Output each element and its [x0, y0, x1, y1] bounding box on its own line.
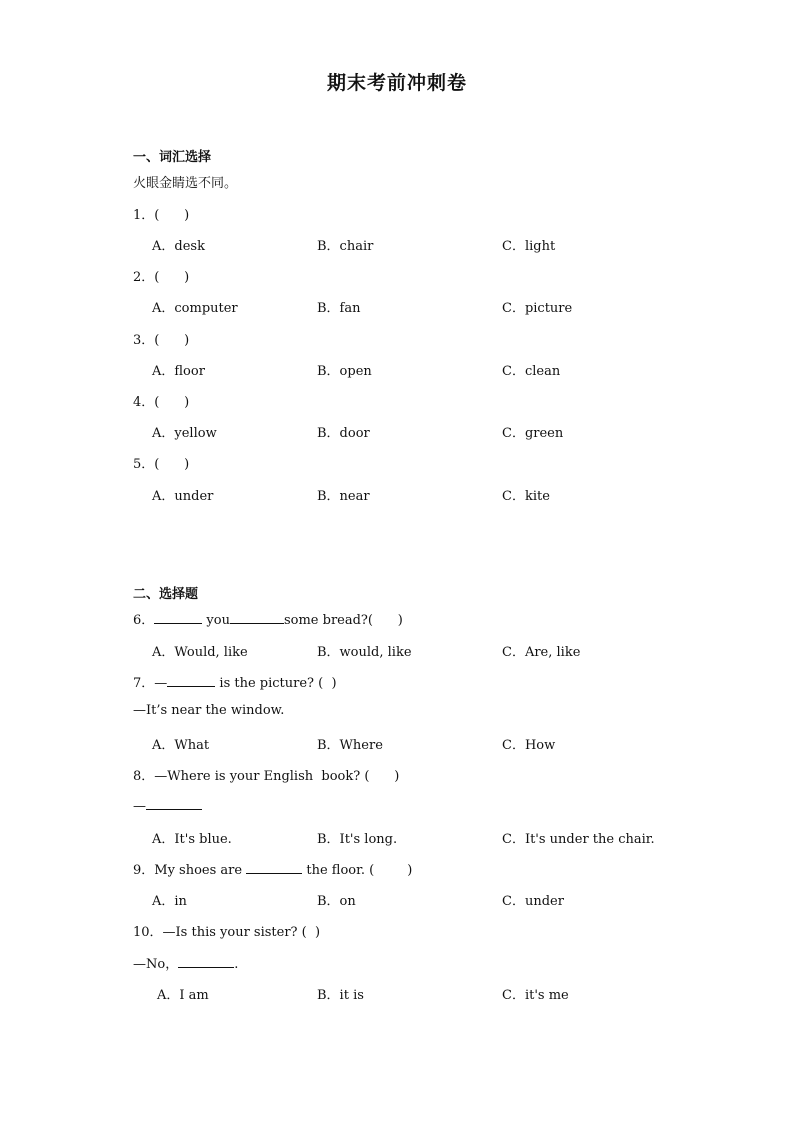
option-c[interactable]: C．clean: [502, 364, 561, 379]
question-text: —: [133, 799, 146, 814]
page-title: 期末考前冲刺卷: [326, 72, 467, 94]
option-a[interactable]: A．It's blue.: [152, 832, 232, 847]
section1-instruction: 火眼金睛选不同。: [133, 176, 238, 191]
question-text: some bread?( ): [283, 613, 403, 628]
section2-heading: 二、选择题: [133, 587, 199, 602]
question-number: 6．: [133, 613, 155, 628]
option-b[interactable]: B．on: [317, 894, 356, 909]
question-stem: 8．—Where is your English book? ( ): [133, 769, 400, 784]
option-c[interactable]: C．kite: [502, 489, 550, 504]
option-c[interactable]: C．Are, like: [502, 645, 581, 660]
option-b[interactable]: B．would, like: [317, 645, 412, 660]
option-a[interactable]: A．floor: [152, 364, 205, 379]
answer-blank[interactable]: [167, 673, 215, 687]
section1-heading: 一、词汇选择: [133, 150, 212, 165]
answer-blank[interactable]: [154, 610, 202, 624]
question-stem: [133, 859, 412, 878]
dialogue-reply: [133, 953, 238, 972]
option-c[interactable]: C．it's me: [502, 988, 569, 1003]
option-b[interactable]: B．near: [317, 489, 370, 504]
option-a[interactable]: A．What: [152, 738, 210, 753]
option-b[interactable]: B．open: [317, 364, 372, 379]
question-text: .: [234, 957, 239, 972]
question-stem: 3．( ): [133, 333, 190, 348]
question-text: you: [202, 613, 230, 628]
question-stem: 4．( ): [133, 395, 190, 410]
question-text: the floor. ( ): [302, 863, 413, 878]
option-b[interactable]: B．fan: [317, 301, 361, 316]
question-stem: [133, 672, 337, 691]
option-a[interactable]: A．I am: [157, 988, 209, 1003]
question-text: —No，: [133, 957, 179, 972]
option-c[interactable]: C．green: [502, 426, 564, 441]
option-c[interactable]: C．light: [502, 239, 556, 254]
answer-blank[interactable]: [230, 610, 284, 624]
dialogue-reply: [133, 796, 202, 814]
answer-blank[interactable]: [178, 954, 234, 968]
option-c[interactable]: C．It's under the chair.: [502, 832, 655, 847]
question-stem: 10．—Is this your sister? ( ): [133, 925, 321, 940]
option-a[interactable]: A．desk: [152, 239, 205, 254]
option-b[interactable]: B．chair: [317, 239, 374, 254]
option-b[interactable]: B．it is: [317, 988, 364, 1003]
option-c[interactable]: C．picture: [502, 301, 573, 316]
option-a[interactable]: A．under: [152, 489, 214, 504]
answer-blank[interactable]: [246, 860, 302, 874]
option-b[interactable]: B．door: [317, 426, 370, 441]
question-text: is the picture? ( ): [215, 676, 337, 691]
option-a[interactable]: A．in: [152, 894, 187, 909]
option-a[interactable]: A．computer: [152, 301, 238, 316]
option-b[interactable]: B．It's long.: [317, 832, 398, 847]
option-b[interactable]: B．Where: [317, 738, 383, 753]
option-a[interactable]: A．Would, like: [152, 645, 248, 660]
option-c[interactable]: C．under: [502, 894, 564, 909]
question-text: 9．My shoes are: [133, 863, 247, 878]
question-stem: 2．( ): [133, 270, 190, 285]
dialogue-reply: —It’s near the window.: [133, 703, 285, 718]
option-a[interactable]: A．yellow: [152, 426, 217, 441]
question-text: 7．—: [133, 676, 168, 691]
option-c[interactable]: C．How: [502, 738, 556, 753]
question-stem: 1．( ): [133, 208, 190, 223]
answer-blank[interactable]: [146, 796, 202, 810]
question-stem: [133, 609, 403, 628]
question-stem: 5．( ): [133, 457, 190, 472]
